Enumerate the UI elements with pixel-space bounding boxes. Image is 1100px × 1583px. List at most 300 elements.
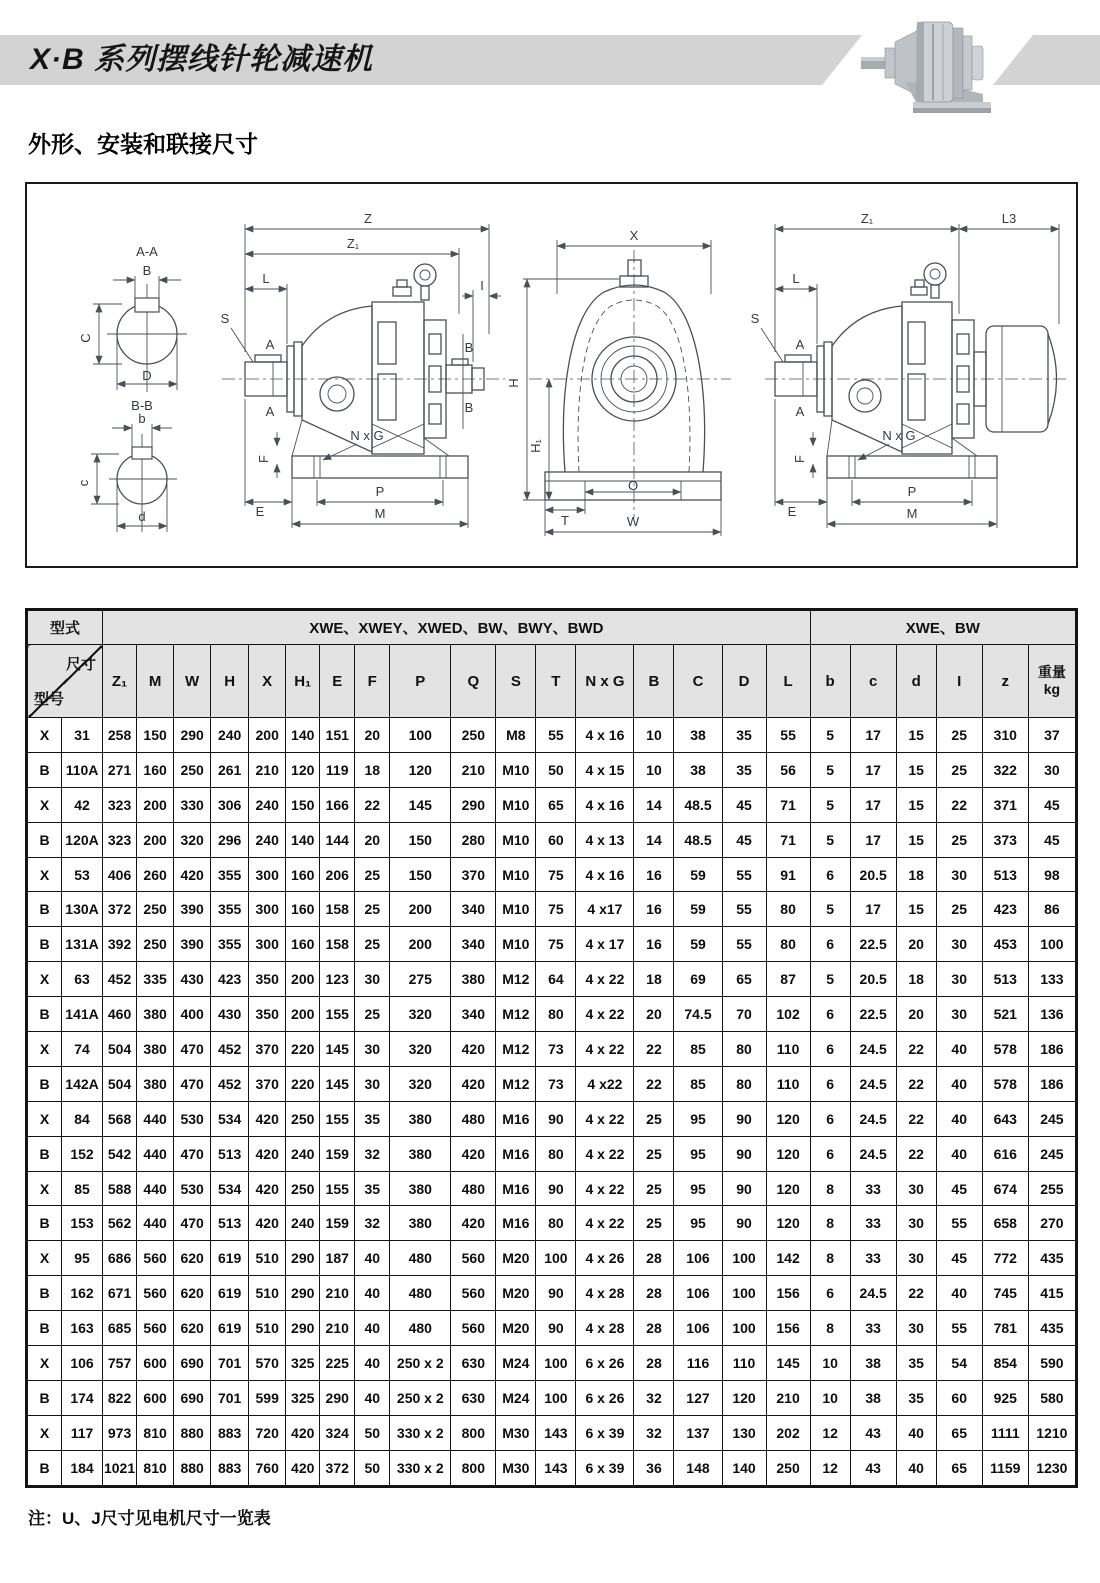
value-cell: 250 [137,927,174,962]
value-cell: 643 [982,1101,1028,1136]
value-cell: 420 [249,1101,286,1136]
value-cell: 40 [355,1276,390,1311]
value-cell: 25 [634,1171,674,1206]
value-cell: 270 [1028,1206,1076,1241]
dim-L-right: L [792,271,800,286]
value-cell: 158 [320,927,355,962]
value-cell: 100 [722,1311,766,1346]
value-cell: 521 [982,997,1028,1032]
value-cell: 306 [211,787,249,822]
value-cell: 620 [174,1241,211,1276]
value-cell: 5 [810,892,850,927]
value-cell: 210 [320,1276,355,1311]
value-cell: 25 [936,752,982,787]
model-cell: 142A [62,1066,103,1101]
value-cell: 90 [536,1101,576,1136]
value-cell: 90 [536,1171,576,1206]
series-cell: X [27,962,62,997]
value-cell: 22 [896,1101,936,1136]
series-cell: X [27,1415,62,1450]
value-cell: 350 [249,997,286,1032]
value-cell: 420 [451,1206,496,1241]
value-cell: 245 [1028,1101,1076,1136]
value-cell: 59 [674,927,722,962]
value-cell: 530 [174,1101,211,1136]
value-cell: 137 [674,1415,722,1450]
value-cell: 4 x 22 [576,1171,634,1206]
dim-H1: H₁ [528,439,543,453]
value-cell: 513 [211,1136,249,1171]
value-cell: 95 [674,1101,722,1136]
value-cell: 600 [137,1380,174,1415]
motor-side-view [751,211,1069,528]
value-cell: 6 x 26 [576,1346,634,1381]
value-cell: 370 [249,1066,286,1101]
front-view [506,228,731,536]
value-cell: 20 [896,997,936,1032]
value-cell: 300 [249,927,286,962]
value-cell: 4 x 28 [576,1276,634,1311]
value-cell: 330 [174,787,211,822]
value-cell: 17 [850,822,896,857]
value-cell: 45 [722,822,766,857]
value-cell: 150 [390,857,451,892]
column-header-22: z [982,645,1028,718]
value-cell: 350 [249,962,286,997]
value-cell: 30 [896,1311,936,1346]
value-cell: M12 [496,1066,536,1101]
table-row [27,927,1077,962]
value-cell: 371 [982,787,1028,822]
value-cell: 690 [174,1380,211,1415]
value-cell: 325 [286,1346,320,1381]
value-cell: 22.5 [850,997,896,1032]
dim-Z1-right: Z₁ [860,211,874,226]
value-cell: 225 [320,1346,355,1381]
value-cell: 38 [674,752,722,787]
value-cell: 69 [674,962,722,997]
table-row [27,1346,1077,1381]
value-cell: 760 [249,1450,286,1486]
value-cell: 202 [766,1415,810,1450]
value-cell: 38 [850,1380,896,1415]
value-cell: 106 [674,1276,722,1311]
series-cell: X [27,857,62,892]
value-cell: 250 x 2 [390,1346,451,1381]
dim-E-right: E [787,504,797,519]
value-cell: 65 [936,1415,982,1450]
value-cell: 40 [355,1380,390,1415]
value-cell: 560 [451,1311,496,1346]
value-cell: 120 [286,752,320,787]
value-cell: 40 [936,1032,982,1067]
value-cell: 1021 [103,1450,137,1486]
value-cell: 18 [896,857,936,892]
value-cell: 4 x22 [576,1066,634,1101]
weight-unit: kg [1043,681,1061,697]
value-cell: 17 [850,892,896,927]
value-cell: 6 x 26 [576,1380,634,1415]
value-cell: 271 [103,752,137,787]
value-cell: 143 [536,1450,576,1486]
model-cell: 106 [62,1346,103,1381]
value-cell: 560 [137,1241,174,1276]
table-row [27,962,1077,997]
value-cell: 420 [174,857,211,892]
value-cell: 90 [722,1136,766,1171]
value-cell: M16 [496,1101,536,1136]
table-row [27,752,1077,787]
value-cell: 110 [766,1066,810,1101]
value-cell: 671 [103,1276,137,1311]
column-header-3: W [174,645,211,718]
weight-label: 重量 [1037,664,1066,680]
value-cell: 701 [211,1380,249,1415]
value-cell: 95 [674,1136,722,1171]
dim-NxG: N x G [350,428,384,443]
value-cell: M16 [496,1171,536,1206]
value-cell: 4 x17 [576,892,634,927]
value-cell: 43 [850,1450,896,1486]
value-cell: 513 [982,857,1028,892]
dim-B-top: B [464,340,474,355]
value-cell: 156 [766,1276,810,1311]
value-cell: 30 [355,1066,390,1101]
value-cell: 45 [1028,787,1076,822]
model-cell: 110A [62,752,103,787]
value-cell: 30 [1028,752,1076,787]
series-cell: X [27,1346,62,1381]
value-cell: 250 [451,718,496,753]
value-cell: 578 [982,1066,1028,1101]
value-cell: 18 [896,962,936,997]
value-cell: 25 [634,1136,674,1171]
dim-O: O [627,478,639,493]
value-cell: 534 [211,1101,249,1136]
value-cell: 130 [722,1415,766,1450]
value-cell: M16 [496,1136,536,1171]
model-cell: 162 [62,1276,103,1311]
value-cell: 95 [674,1171,722,1206]
value-cell: 151 [320,718,355,753]
value-cell: 8 [810,1311,850,1346]
value-cell: 513 [982,962,1028,997]
value-cell: 4 x 22 [576,1101,634,1136]
model-cell: 184 [62,1450,103,1486]
value-cell: 50 [355,1415,390,1450]
value-cell: 20 [634,997,674,1032]
value-cell: 37 [1028,718,1076,753]
value-cell: 245 [1028,1136,1076,1171]
value-cell: 883 [211,1415,249,1450]
value-cell: 159 [320,1136,355,1171]
column-header-7: E [320,645,355,718]
value-cell: 290 [286,1241,320,1276]
model-cell: 163 [62,1311,103,1346]
value-cell: 340 [451,892,496,927]
value-cell: 240 [286,1136,320,1171]
series-cell: B [27,1136,62,1171]
main-group-header: XWE、XWEY、XWED、BW、BWY、BWD [103,610,811,645]
value-cell: 452 [103,962,137,997]
value-cell: 260 [137,857,174,892]
column-header-weight [1028,645,1076,718]
dim-P: P [375,484,385,499]
value-cell: 123 [320,962,355,997]
value-cell: 35 [722,752,766,787]
model-cell: 31 [62,718,103,753]
column-header-18: b [810,645,850,718]
value-cell: 340 [451,927,496,962]
value-cell: 90 [536,1311,576,1346]
value-cell: 420 [451,1032,496,1067]
value-cell: 22 [634,1066,674,1101]
value-cell: 240 [249,787,286,822]
value-cell: 98 [1028,857,1076,892]
value-cell: 275 [390,962,451,997]
value-cell: M20 [496,1311,536,1346]
table-row [27,1311,1077,1346]
value-cell: 580 [1028,1380,1076,1415]
value-cell: 55 [936,1311,982,1346]
value-cell: 355 [211,892,249,927]
value-cell: 56 [766,752,810,787]
value-cell: 380 [390,1206,451,1241]
value-cell: 156 [766,1311,810,1346]
value-cell: 100 [722,1276,766,1311]
table-row [27,1241,1077,1276]
value-cell: 290 [451,787,496,822]
value-cell: 110 [766,1032,810,1067]
value-cell: 296 [211,822,249,857]
value-cell: 6 [810,997,850,1032]
value-cell: 110 [722,1346,766,1381]
table-row [27,822,1077,857]
section-view-bb [76,398,177,532]
value-cell: 55 [766,718,810,753]
value-cell: 5 [810,962,850,997]
value-cell: 392 [103,927,137,962]
value-cell: 330 x 2 [390,1450,451,1486]
value-cell: 290 [320,1380,355,1415]
value-cell: 300 [249,892,286,927]
series-cell: B [27,1311,62,1346]
dim-Z1: Z₁ [346,236,360,251]
value-cell: 40 [936,1136,982,1171]
value-cell: 4 x 22 [576,1136,634,1171]
value-cell: 250 [766,1450,810,1486]
table-row [27,997,1077,1032]
value-cell: 32 [355,1206,390,1241]
value-cell: 40 [936,1276,982,1311]
value-cell: 240 [211,718,249,753]
value-cell: 430 [211,997,249,1032]
value-cell: 73 [536,1066,576,1101]
value-cell: 25 [355,892,390,927]
page-title: X·B 系列摆线针轮减速机 [30,43,373,76]
series-cell: B [27,927,62,962]
value-cell: M30 [496,1415,536,1450]
value-cell: 12 [810,1450,850,1486]
value-cell: 745 [982,1276,1028,1311]
value-cell: 8 [810,1171,850,1206]
value-cell: 674 [982,1171,1028,1206]
value-cell: 90 [722,1206,766,1241]
value-cell: 320 [390,1066,451,1101]
value-cell: 35 [896,1380,936,1415]
value-cell: 158 [320,892,355,927]
side-view [221,211,505,528]
value-cell: M24 [496,1380,536,1415]
value-cell: 435 [1028,1311,1076,1346]
section-title: 外形、安装和联接尺寸 [28,131,258,157]
value-cell: 470 [174,1032,211,1067]
value-cell: 800 [451,1415,496,1450]
value-cell: 71 [766,787,810,822]
value-cell: 35 [355,1171,390,1206]
dim-d: d [138,509,146,524]
value-cell: 100 [390,718,451,753]
value-cell: 38 [674,718,722,753]
value-cell: 32 [634,1380,674,1415]
table-row [27,1276,1077,1311]
value-cell: 133 [1028,962,1076,997]
column-header-11: S [496,645,536,718]
model-cell: 174 [62,1380,103,1415]
value-cell: 619 [211,1241,249,1276]
value-cell: 64 [536,962,576,997]
value-cell: 140 [286,718,320,753]
value-cell: 513 [211,1206,249,1241]
value-cell: 420 [249,1171,286,1206]
value-cell: 470 [174,1066,211,1101]
value-cell: 90 [722,1101,766,1136]
value-cell: 25 [355,997,390,1032]
table-row [27,857,1077,892]
value-cell: 65 [936,1450,982,1486]
series-cell: B [27,892,62,927]
value-cell: 16 [634,892,674,927]
value-cell: 85 [674,1066,722,1101]
value-cell: 4 x 16 [576,718,634,753]
value-cell: 4 x 22 [576,962,634,997]
value-cell: 18 [634,962,674,997]
column-header-1: Z₁ [103,645,137,718]
value-cell: M10 [496,927,536,962]
value-cell: 200 [286,997,320,1032]
value-cell: M16 [496,1206,536,1241]
value-cell: 355 [211,857,249,892]
series-cell: X [27,1032,62,1067]
series-cell: B [27,1450,62,1486]
value-cell: 290 [174,718,211,753]
value-cell: 560 [451,1241,496,1276]
value-cell: 206 [320,857,355,892]
table-row [27,718,1077,753]
value-cell: 40 [896,1415,936,1450]
value-cell: 32 [634,1415,674,1450]
model-cell: 95 [62,1241,103,1276]
value-cell: 781 [982,1311,1028,1346]
value-cell: 140 [722,1450,766,1486]
value-cell: 100 [1028,927,1076,962]
value-cell: 685 [103,1311,137,1346]
value-cell: 30 [936,927,982,962]
value-cell: 400 [174,997,211,1032]
value-cell: 120 [766,1206,810,1241]
table-row [27,1171,1077,1206]
value-cell: 15 [896,752,936,787]
value-cell: 720 [249,1415,286,1450]
value-cell: 30 [936,857,982,892]
value-cell: M10 [496,822,536,857]
value-cell: 440 [137,1101,174,1136]
value-cell: 4 x 13 [576,822,634,857]
value-cell: 620 [174,1311,211,1346]
value-cell: 250 [137,892,174,927]
value-cell: 200 [137,822,174,857]
table-row [27,1136,1077,1171]
value-cell: M20 [496,1276,536,1311]
value-cell: 16 [634,857,674,892]
dim-S: S [220,311,230,326]
value-cell: 255 [1028,1171,1076,1206]
value-cell: 4 x 16 [576,857,634,892]
value-cell: 690 [174,1346,211,1381]
value-cell: 320 [390,1032,451,1067]
value-cell: 323 [103,822,137,857]
value-cell: 15 [896,892,936,927]
value-cell: 18 [355,752,390,787]
value-cell: 470 [174,1136,211,1171]
type-header: 型式 [27,610,103,645]
value-cell: 33 [850,1311,896,1346]
dim-L3: L3 [1001,211,1017,226]
value-cell: 534 [211,1171,249,1206]
series-cell: B [27,1380,62,1415]
section-view-aa [78,244,187,392]
value-cell: 6 [810,1276,850,1311]
value-cell: 406 [103,857,137,892]
value-cell: 220 [286,1032,320,1067]
value-cell: 28 [634,1276,674,1311]
value-cell: 250 [286,1101,320,1136]
value-cell: M10 [496,752,536,787]
value-cell: 50 [355,1450,390,1486]
model-cell: 120A [62,822,103,857]
value-cell: 25 [634,1101,674,1136]
series-cell: B [27,997,62,1032]
value-cell: 136 [1028,997,1076,1032]
column-header-13: N x G [576,645,634,718]
value-cell: 25 [355,927,390,962]
value-cell: 22 [634,1032,674,1067]
value-cell: 510 [249,1241,286,1276]
value-cell: 480 [390,1241,451,1276]
model-cell: 131A [62,927,103,962]
value-cell: 701 [211,1346,249,1381]
value-cell: 453 [982,927,1028,962]
dim-B-bottom: B [464,400,474,415]
value-cell: 75 [536,892,576,927]
table-row [27,1066,1077,1101]
value-cell: 116 [674,1346,722,1381]
model-cell: 141A [62,997,103,1032]
value-cell: 35 [896,1346,936,1381]
value-cell: 22 [896,1032,936,1067]
value-cell: 120 [722,1380,766,1415]
value-cell: 71 [766,822,810,857]
